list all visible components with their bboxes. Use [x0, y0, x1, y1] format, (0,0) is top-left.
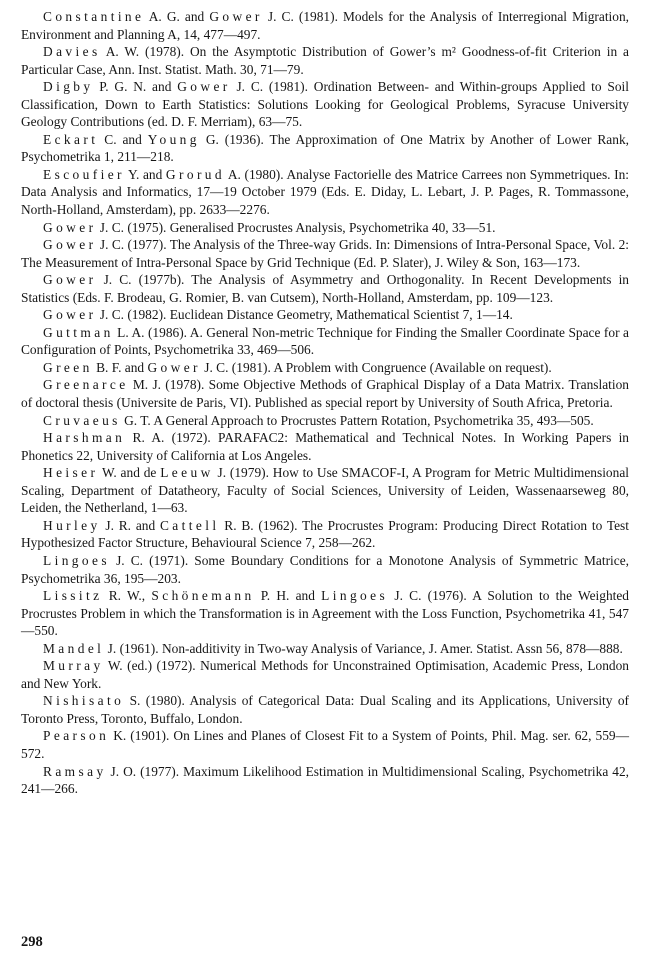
author-name: Greenarce — [43, 377, 129, 393]
reference-text: J. (1961). Non-additivity in Two-way Analysis of Variance, J. Amer. Statist. Assn 56, 878—888. — [104, 640, 623, 656]
reference-text: A. W. (1978). On the Asymptotic Distribution of Gower’s m² Goodness-of-fit Criterion in a Particular Case, Ann. Inst. Statist. Math. 30, 71—79. — [21, 44, 629, 77]
reference-entry — [21, 131, 629, 166]
reference-text: Y. and — [124, 166, 166, 182]
author-name: Digby — [43, 79, 94, 95]
reference-entry — [21, 166, 629, 219]
reference-entry — [21, 219, 629, 237]
reference-entry — [21, 552, 629, 587]
author-name: Nishisato — [43, 693, 125, 709]
page-number: 298 — [21, 934, 43, 950]
reference-entry — [21, 657, 629, 692]
reference-entry — [21, 359, 629, 377]
reference-text: R. A. (1972). PARAFAC2: Mathematical and Technical Notes. In Working Papers in Phonetics 22, University of California at Los Angeles. — [21, 430, 629, 463]
author-name: Guttman — [43, 324, 114, 340]
reference-entry — [21, 587, 629, 640]
reference-entry — [21, 464, 629, 517]
author-name: Gower — [43, 219, 97, 235]
author-name: Grorud — [165, 166, 225, 182]
reference-text: L. A. (1986). A. General Non-metric Technique for Finding the Smaller Coordinate Space for a Configuration of Points, Psychometrika 33, 469—506. — [21, 324, 629, 358]
reference-text: K. (1901). On Lines and Planes of Closest Fit to a System of Points, Phil. Mag. ser. 62, 559—572. — [21, 728, 629, 761]
reference-text: J. C. (1981). A Problem with Congruence (Available on request). — [200, 359, 552, 375]
reference-text: J. C. (1981). Ordination Between- and Within-groups Applied to Soil Classification, Down to Earth Statistics: Solutions Looking for Geological Problems, Syracuse University Geology Contributions (ed. D. F. Merriam), 63—75. — [21, 79, 629, 130]
reference-entry — [21, 43, 629, 78]
reference-text: A. (1980). Analyse Factorielle des Matrice Carrees non Symmetriques. In: Data Analysis and Informatics, 17—19 October 1979 (Eds. E. Diday, L. Lebart, J. P. Pages, R. Tommassone, North-Holland, Amsterdam), pp. 2633—2276. — [21, 166, 629, 218]
reference-text: J. C. (1975). Generalised Procrustes Analysis, Psychometrika 40, 33—51. — [96, 219, 496, 235]
reference-entry — [21, 376, 629, 411]
reference-text: W. (ed.) (1972). Numerical Methods for Unconstrained Optimisation, Academic Press, London and New York. — [21, 658, 629, 691]
reference-entry — [21, 8, 629, 43]
author-name: Leeuw — [160, 465, 214, 481]
author-name: Hurley — [43, 517, 101, 533]
author-name: Green — [43, 359, 93, 375]
reference-text: J. C. (1971). Some Boundary Conditions for a Monotone Analysis of Symmetric Matrice, Psychometrika 36, 195—203. — [21, 552, 629, 586]
reference-text: M. J. (1978). Some Objective Methods of Graphical Display of a Data Matrix. Translation of doctoral thesis (Universite de Paris, VI). Published as special report by University of South Africa, Pretoria. — [21, 377, 629, 411]
reference-text: G. (1936). The Approximation of One Matrix by Another of Lower Rank, Psychometrika 1, 211—218. — [21, 131, 629, 165]
reference-entry — [21, 236, 629, 271]
author-name: Eckart — [43, 131, 99, 147]
author-name: Heiser — [43, 465, 99, 481]
author-name: Gower — [209, 9, 263, 24]
reference-entry — [21, 763, 629, 798]
reference-text: J. C. (1981). Models for the Analysis of Interregional Migration, Environment and Planning A, 14, 477—497. — [21, 9, 629, 42]
reference-text: J. (1979). How to Use SMACOF-I, A Program for Metric Multidimensional Scaling, Department of Datatheory, Faculty of Social Sciences, University of Leiden, Wassenaarseweg 80, Leiden, the Netherland, 1—63. — [21, 465, 629, 516]
author-name: Harshman — [43, 430, 126, 446]
reference-list — [21, 8, 629, 798]
reference-entry — [21, 324, 629, 359]
reference-text: J. R. and — [100, 517, 160, 533]
author-name: Gower — [43, 272, 97, 288]
reference-text: R. B. (1962). The Procrustes Program: Producing Direct Rotation to Test Hypothesized Factor Structure, Behavioural Science 7, 258—262. — [21, 517, 629, 551]
reference-text: J. C. (1977). The Analysis of the Three-way Grids. In: Dimensions of Intra-Personal Space, Vol. 2: The Measurement of Intra-Personal Space by Grid Technique (Ed. P. Slater), J. Wiley & Son, 163—173. — [21, 237, 629, 270]
reference-entry — [21, 692, 629, 727]
author-name: Cattell — [159, 517, 220, 533]
author-name: Murray — [43, 658, 104, 674]
author-name: Cruvaeus — [43, 412, 121, 428]
author-name: Gower — [177, 79, 231, 95]
author-name: Pearson — [43, 728, 110, 744]
reference-text: J. O. (1977). Maximum Likelihood Estimation in Multidimensional Scaling, Psychometrika 42, 241—266. — [21, 763, 629, 797]
reference-entry — [21, 412, 629, 430]
reference-text: P. H. and — [254, 588, 322, 604]
author-name: Lingoes — [43, 552, 110, 568]
reference-text: A. G. and — [144, 9, 210, 24]
reference-entry — [21, 429, 629, 464]
author-name: Young — [147, 131, 200, 147]
author-name: Mandel — [43, 640, 105, 656]
reference-text: J. C. (1976). A Solution to the Weighted Procrustes Problem in which the Transformation is in Agreement with the Loss Function, Psychometrika 41, 547—550. — [21, 588, 630, 639]
author-name: Constantine — [43, 9, 145, 24]
author-name: Escoufier — [43, 166, 125, 182]
author-name: Ramsay — [43, 763, 107, 779]
author-name: Gower — [147, 359, 201, 375]
author-name: Lingoes — [321, 588, 389, 604]
author-name: Davies — [43, 44, 101, 60]
reference-text: W. and de — [98, 465, 161, 481]
reference-entry — [21, 271, 629, 306]
author-name: Gower — [43, 307, 97, 323]
reference-text: B. F. and — [92, 359, 148, 375]
author-name: Gower — [43, 237, 97, 253]
reference-text: J. C. (1982). Euclidean Distance Geometry, Mathematical Scientist 7, 1—14. — [96, 307, 513, 323]
reference-text: J. C. (1977b). The Analysis of Asymmetry and Orthogonality. In Recent Developments in Statistics (Eds. F. Brodeau, G. Romier, B. van Cutsem), North-Holland, Amsterdam, pp. 109—123. — [21, 272, 629, 305]
reference-entry — [21, 78, 629, 131]
reference-entry — [21, 640, 629, 658]
reference-entry — [21, 306, 629, 324]
author-name: Schönemann — [151, 588, 255, 604]
reference-entry — [21, 727, 629, 762]
reference-text: G. T. A General Approach to Procrustes Pattern Rotation, Psychometrika 35, 493—505. — [120, 412, 594, 428]
author-name: Lissitz — [43, 588, 103, 604]
reference-entry — [21, 517, 629, 552]
reference-text: S. (1980). Analysis of Categorical Data: Dual Scaling and its Applications, University of Toronto Press, Toronto, Buffalo, London. — [21, 693, 629, 726]
reference-text: P. G. N. and — [93, 79, 178, 95]
reference-text: R. W., — [102, 588, 152, 604]
reference-text: C. and — [98, 131, 148, 147]
